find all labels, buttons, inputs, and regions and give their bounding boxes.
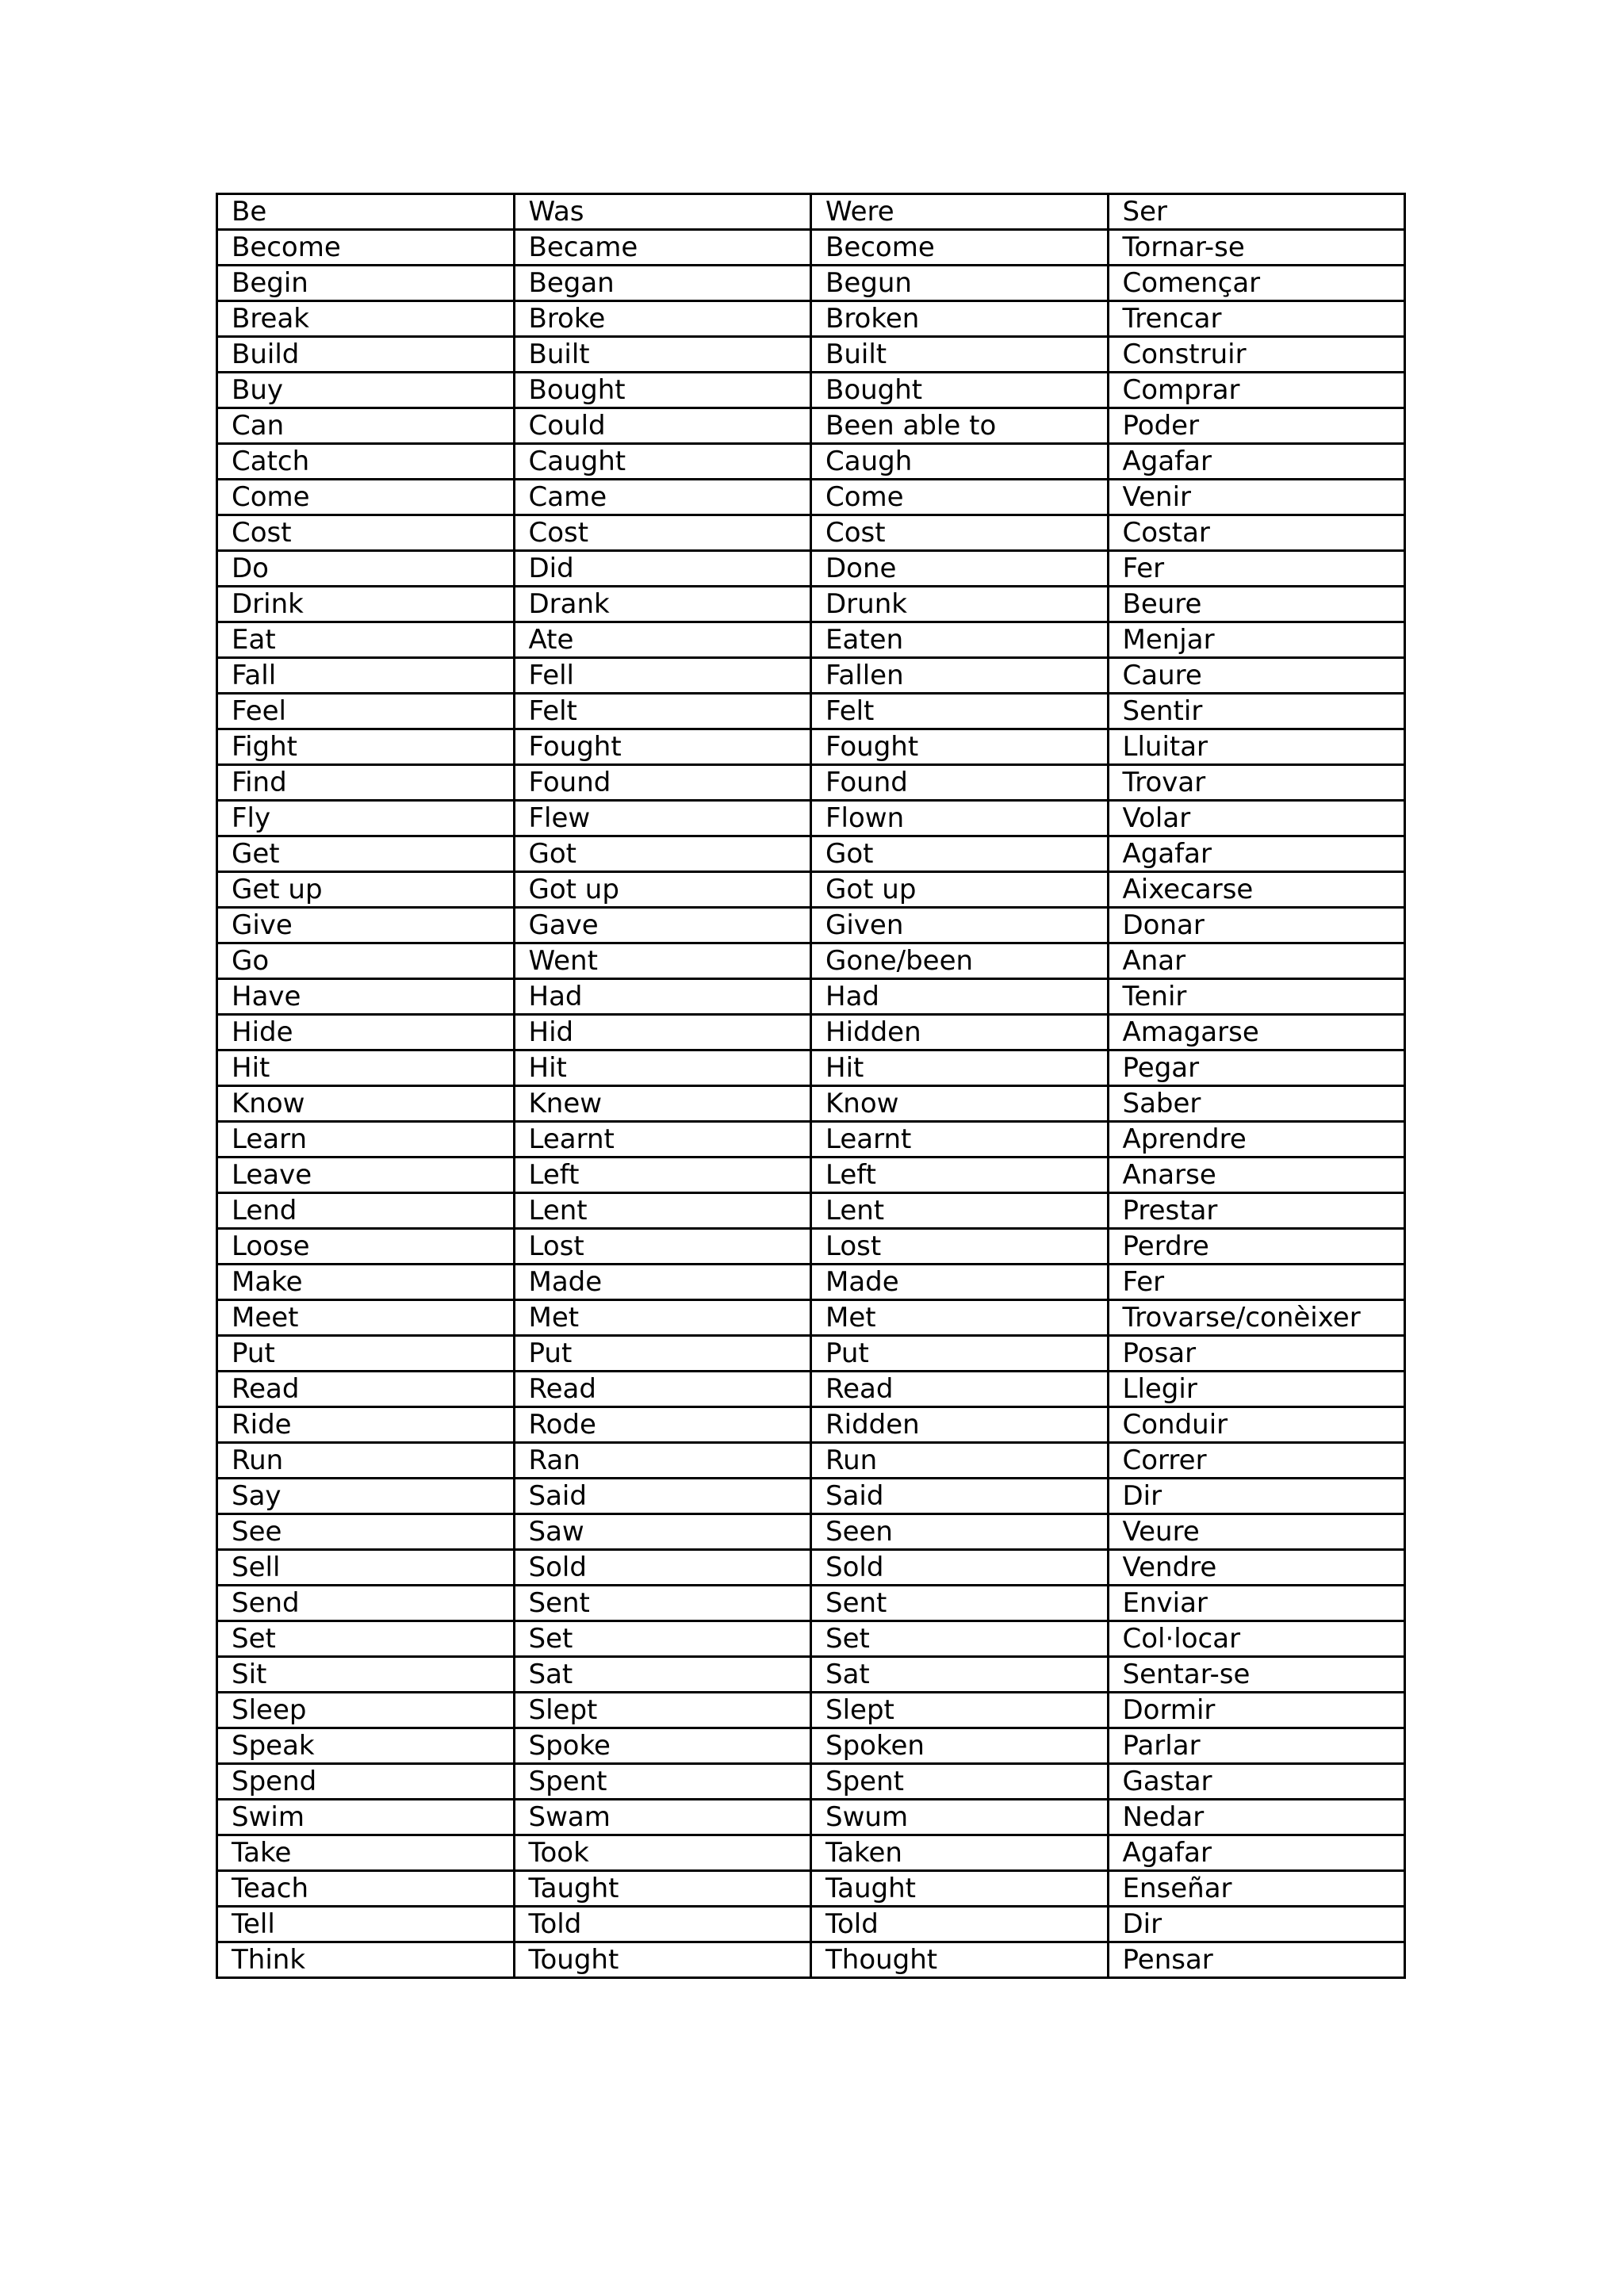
past-participle-cell: Spoken	[811, 1728, 1109, 1764]
table-row	[217, 1050, 1405, 1086]
past-participle-cell: Lost	[811, 1229, 1109, 1265]
past-participle-cell: Lent	[811, 1193, 1109, 1229]
past-participle-cell: Told	[811, 1907, 1109, 1942]
translation-cell: Poder	[1108, 408, 1405, 444]
translation-cell: Tornar-se	[1108, 230, 1405, 266]
past-simple-cell: Came	[514, 480, 811, 515]
past-participle-cell: Taken	[811, 1835, 1109, 1871]
past-participle-cell: Learnt	[811, 1122, 1109, 1158]
past-simple-cell: Lent	[514, 1193, 811, 1229]
table-row	[217, 480, 1405, 515]
base-form-cell: Buy	[217, 373, 515, 408]
table-row	[217, 1015, 1405, 1050]
table-row	[217, 1479, 1405, 1514]
base-form-cell: Run	[217, 1443, 515, 1479]
past-simple-cell: Spent	[514, 1764, 811, 1800]
table-row	[217, 1336, 1405, 1372]
past-participle-cell: Said	[811, 1479, 1109, 1514]
past-simple-cell: Did	[514, 551, 811, 587]
base-form-cell: Cost	[217, 515, 515, 551]
past-participle-cell: Flown	[811, 801, 1109, 836]
translation-cell: Saber	[1108, 1086, 1405, 1122]
base-form-cell: Drink	[217, 587, 515, 622]
past-simple-cell: Felt	[514, 694, 811, 729]
translation-cell: Dir	[1108, 1479, 1405, 1514]
base-form-cell: Set	[217, 1621, 515, 1657]
past-simple-cell: Slept	[514, 1693, 811, 1728]
past-simple-cell: Read	[514, 1372, 811, 1407]
past-participle-cell: Hit	[811, 1050, 1109, 1086]
past-participle-cell: Sent	[811, 1586, 1109, 1621]
table-row	[217, 515, 1405, 551]
past-simple-cell: Was	[514, 194, 811, 230]
past-participle-cell: Built	[811, 337, 1109, 373]
past-participle-cell: Become	[811, 230, 1109, 266]
translation-cell: Agafar	[1108, 1835, 1405, 1871]
translation-cell: Anar	[1108, 943, 1405, 979]
translation-cell: Sentir	[1108, 694, 1405, 729]
past-participle-cell: Eaten	[811, 622, 1109, 658]
past-simple-cell: Hit	[514, 1050, 811, 1086]
irregular-verbs-table	[216, 193, 1406, 1979]
translation-cell: Fer	[1108, 1265, 1405, 1300]
base-form-cell: Learn	[217, 1122, 515, 1158]
table-row	[217, 194, 1405, 230]
past-simple-cell: Ate	[514, 622, 811, 658]
table-body	[217, 194, 1405, 1978]
past-simple-cell: Began	[514, 266, 811, 301]
base-form-cell: Sit	[217, 1657, 515, 1693]
translation-cell: Col·locar	[1108, 1621, 1405, 1657]
past-participle-cell: Cost	[811, 515, 1109, 551]
base-form-cell: Know	[217, 1086, 515, 1122]
table-row	[217, 1443, 1405, 1479]
past-simple-cell: Bought	[514, 373, 811, 408]
translation-cell: Beure	[1108, 587, 1405, 622]
past-simple-cell: Told	[514, 1907, 811, 1942]
translation-cell: Enseñar	[1108, 1871, 1405, 1907]
translation-cell: Comprar	[1108, 373, 1405, 408]
past-participle-cell: Fallen	[811, 658, 1109, 694]
translation-cell: Enviar	[1108, 1586, 1405, 1621]
base-form-cell: Do	[217, 551, 515, 587]
past-participle-cell: Come	[811, 480, 1109, 515]
base-form-cell: Put	[217, 1336, 515, 1372]
table-row	[217, 1621, 1405, 1657]
past-participle-cell: Read	[811, 1372, 1109, 1407]
translation-cell: Gastar	[1108, 1764, 1405, 1800]
past-simple-cell: Spoke	[514, 1728, 811, 1764]
translation-cell: Veure	[1108, 1514, 1405, 1550]
base-form-cell: Have	[217, 979, 515, 1015]
table-row	[217, 622, 1405, 658]
past-simple-cell: Knew	[514, 1086, 811, 1122]
past-participle-cell: Know	[811, 1086, 1109, 1122]
base-form-cell: Sell	[217, 1550, 515, 1586]
translation-cell: Pensar	[1108, 1942, 1405, 1978]
translation-cell: Vendre	[1108, 1550, 1405, 1586]
table-row	[217, 979, 1405, 1015]
base-form-cell: Become	[217, 230, 515, 266]
past-simple-cell: Made	[514, 1265, 811, 1300]
past-participle-cell: Bought	[811, 373, 1109, 408]
base-form-cell: Swim	[217, 1800, 515, 1835]
translation-cell: Sentar-se	[1108, 1657, 1405, 1693]
table-row	[217, 1158, 1405, 1193]
translation-cell: Tenir	[1108, 979, 1405, 1015]
base-form-cell: Ride	[217, 1407, 515, 1443]
past-participle-cell: Run	[811, 1443, 1109, 1479]
translation-cell: Posar	[1108, 1336, 1405, 1372]
past-participle-cell: Made	[811, 1265, 1109, 1300]
past-participle-cell: Met	[811, 1300, 1109, 1336]
base-form-cell: Feel	[217, 694, 515, 729]
base-form-cell: Build	[217, 337, 515, 373]
base-form-cell: Read	[217, 1372, 515, 1407]
past-simple-cell: Cost	[514, 515, 811, 551]
past-simple-cell: Broke	[514, 301, 811, 337]
past-simple-cell: Could	[514, 408, 811, 444]
translation-cell: Correr	[1108, 1443, 1405, 1479]
past-simple-cell: Rode	[514, 1407, 811, 1443]
past-participle-cell: Got up	[811, 872, 1109, 908]
translation-cell: Dir	[1108, 1907, 1405, 1942]
table-row	[217, 1586, 1405, 1621]
past-participle-cell: Given	[811, 908, 1109, 943]
translation-cell: Lluitar	[1108, 729, 1405, 765]
past-simple-cell: Gave	[514, 908, 811, 943]
translation-cell: Menjar	[1108, 622, 1405, 658]
past-simple-cell: Became	[514, 230, 811, 266]
table-row	[217, 1800, 1405, 1835]
translation-cell: Caure	[1108, 658, 1405, 694]
table-row	[217, 765, 1405, 801]
past-participle-cell: Seen	[811, 1514, 1109, 1550]
past-simple-cell: Put	[514, 1336, 811, 1372]
translation-cell: Trencar	[1108, 301, 1405, 337]
table-row	[217, 1193, 1405, 1229]
past-simple-cell: Sold	[514, 1550, 811, 1586]
past-simple-cell: Found	[514, 765, 811, 801]
table-row	[217, 1122, 1405, 1158]
past-participle-cell: Begun	[811, 266, 1109, 301]
table-row	[217, 1657, 1405, 1693]
past-participle-cell: Left	[811, 1158, 1109, 1193]
translation-cell: Venir	[1108, 480, 1405, 515]
translation-cell: Aprendre	[1108, 1122, 1405, 1158]
base-form-cell: Hit	[217, 1050, 515, 1086]
table-row	[217, 1907, 1405, 1942]
past-participle-cell: Had	[811, 979, 1109, 1015]
translation-cell: Anarse	[1108, 1158, 1405, 1193]
translation-cell: Pegar	[1108, 1050, 1405, 1086]
past-participle-cell: Broken	[811, 301, 1109, 337]
translation-cell: Trovarse/conèixer	[1108, 1300, 1405, 1336]
base-form-cell: Take	[217, 1835, 515, 1871]
base-form-cell: Say	[217, 1479, 515, 1514]
base-form-cell: Find	[217, 765, 515, 801]
past-participle-cell: Thought	[811, 1942, 1109, 1978]
table-row	[217, 373, 1405, 408]
past-simple-cell: Took	[514, 1835, 811, 1871]
base-form-cell: Fight	[217, 729, 515, 765]
base-form-cell: Hide	[217, 1015, 515, 1050]
base-form-cell: Break	[217, 301, 515, 337]
past-participle-cell: Sat	[811, 1657, 1109, 1693]
past-simple-cell: Learnt	[514, 1122, 811, 1158]
translation-cell: Començar	[1108, 266, 1405, 301]
past-simple-cell: Had	[514, 979, 811, 1015]
past-simple-cell: Went	[514, 943, 811, 979]
past-simple-cell: Saw	[514, 1514, 811, 1550]
base-form-cell: Catch	[217, 444, 515, 480]
base-form-cell: Get	[217, 836, 515, 872]
table-row	[217, 1229, 1405, 1265]
table-row	[217, 1835, 1405, 1871]
past-participle-cell: Drunk	[811, 587, 1109, 622]
table-row	[217, 1550, 1405, 1586]
translation-cell: Agafar	[1108, 444, 1405, 480]
table-row	[217, 301, 1405, 337]
past-simple-cell: Met	[514, 1300, 811, 1336]
past-participle-cell: Felt	[811, 694, 1109, 729]
table-row	[217, 408, 1405, 444]
past-simple-cell: Ran	[514, 1443, 811, 1479]
past-participle-cell: Swum	[811, 1800, 1109, 1835]
past-participle-cell: Ridden	[811, 1407, 1109, 1443]
past-participle-cell: Been able to	[811, 408, 1109, 444]
past-participle-cell: Gone/been	[811, 943, 1109, 979]
translation-cell: Aixecarse	[1108, 872, 1405, 908]
translation-cell: Parlar	[1108, 1728, 1405, 1764]
translation-cell: Construir	[1108, 337, 1405, 373]
table-row	[217, 1265, 1405, 1300]
past-participle-cell: Done	[811, 551, 1109, 587]
base-form-cell: Think	[217, 1942, 515, 1978]
table-row	[217, 1372, 1405, 1407]
base-form-cell: Lend	[217, 1193, 515, 1229]
past-simple-cell: Got up	[514, 872, 811, 908]
table-row	[217, 658, 1405, 694]
translation-cell: Agafar	[1108, 836, 1405, 872]
translation-cell: Trovar	[1108, 765, 1405, 801]
past-simple-cell: Said	[514, 1479, 811, 1514]
base-form-cell: Speak	[217, 1728, 515, 1764]
base-form-cell: Make	[217, 1265, 515, 1300]
table-row	[217, 1086, 1405, 1122]
table-row	[217, 872, 1405, 908]
past-simple-cell: Sent	[514, 1586, 811, 1621]
table-row	[217, 266, 1405, 301]
table-row	[217, 1300, 1405, 1336]
base-form-cell: Tell	[217, 1907, 515, 1942]
past-participle-cell: Sold	[811, 1550, 1109, 1586]
past-participle-cell: Caugh	[811, 444, 1109, 480]
past-simple-cell: Left	[514, 1158, 811, 1193]
past-simple-cell: Taught	[514, 1871, 811, 1907]
table-row	[217, 694, 1405, 729]
translation-cell: Ser	[1108, 194, 1405, 230]
past-participle-cell: Hidden	[811, 1015, 1109, 1050]
past-participle-cell: Were	[811, 194, 1109, 230]
base-form-cell: See	[217, 1514, 515, 1550]
table-row	[217, 230, 1405, 266]
past-simple-cell: Flew	[514, 801, 811, 836]
past-simple-cell: Caught	[514, 444, 811, 480]
table-row	[217, 444, 1405, 480]
past-participle-cell: Slept	[811, 1693, 1109, 1728]
base-form-cell: Be	[217, 194, 515, 230]
translation-cell: Nedar	[1108, 1800, 1405, 1835]
table-row	[217, 337, 1405, 373]
past-simple-cell: Got	[514, 836, 811, 872]
base-form-cell: Send	[217, 1586, 515, 1621]
translation-cell: Conduir	[1108, 1407, 1405, 1443]
table-row	[217, 908, 1405, 943]
past-participle-cell: Taught	[811, 1871, 1109, 1907]
base-form-cell: Fly	[217, 801, 515, 836]
translation-cell: Prestar	[1108, 1193, 1405, 1229]
translation-cell: Dormir	[1108, 1693, 1405, 1728]
table-row	[217, 1871, 1405, 1907]
past-simple-cell: Fought	[514, 729, 811, 765]
translation-cell: Amagarse	[1108, 1015, 1405, 1050]
table-row	[217, 551, 1405, 587]
past-participle-cell: Put	[811, 1336, 1109, 1372]
translation-cell: Perdre	[1108, 1229, 1405, 1265]
table-row	[217, 587, 1405, 622]
base-form-cell: Teach	[217, 1871, 515, 1907]
base-form-cell: Loose	[217, 1229, 515, 1265]
base-form-cell: Begin	[217, 266, 515, 301]
past-simple-cell: Hid	[514, 1015, 811, 1050]
translation-cell: Donar	[1108, 908, 1405, 943]
table-row	[217, 729, 1405, 765]
base-form-cell: Give	[217, 908, 515, 943]
past-participle-cell: Set	[811, 1621, 1109, 1657]
base-form-cell: Get up	[217, 872, 515, 908]
past-simple-cell: Sat	[514, 1657, 811, 1693]
base-form-cell: Can	[217, 408, 515, 444]
past-simple-cell: Built	[514, 337, 811, 373]
base-form-cell: Go	[217, 943, 515, 979]
table-row	[217, 1693, 1405, 1728]
table-row	[217, 836, 1405, 872]
table-row	[217, 1764, 1405, 1800]
base-form-cell: Meet	[217, 1300, 515, 1336]
table-row	[217, 1514, 1405, 1550]
translation-cell: Costar	[1108, 515, 1405, 551]
past-simple-cell: Drank	[514, 587, 811, 622]
past-participle-cell: Got	[811, 836, 1109, 872]
past-simple-cell: Set	[514, 1621, 811, 1657]
past-participle-cell: Found	[811, 765, 1109, 801]
past-simple-cell: Tought	[514, 1942, 811, 1978]
past-simple-cell: Fell	[514, 658, 811, 694]
base-form-cell: Spend	[217, 1764, 515, 1800]
past-simple-cell: Lost	[514, 1229, 811, 1265]
past-participle-cell: Spent	[811, 1764, 1109, 1800]
past-simple-cell: Swam	[514, 1800, 811, 1835]
table-row	[217, 801, 1405, 836]
past-participle-cell: Fought	[811, 729, 1109, 765]
translation-cell: Llegir	[1108, 1372, 1405, 1407]
table-row	[217, 1942, 1405, 1978]
base-form-cell: Eat	[217, 622, 515, 658]
table-row	[217, 1407, 1405, 1443]
table-row	[217, 1728, 1405, 1764]
table-row	[217, 943, 1405, 979]
base-form-cell: Leave	[217, 1158, 515, 1193]
translation-cell: Volar	[1108, 801, 1405, 836]
base-form-cell: Fall	[217, 658, 515, 694]
base-form-cell: Come	[217, 480, 515, 515]
base-form-cell: Sleep	[217, 1693, 515, 1728]
translation-cell: Fer	[1108, 551, 1405, 587]
